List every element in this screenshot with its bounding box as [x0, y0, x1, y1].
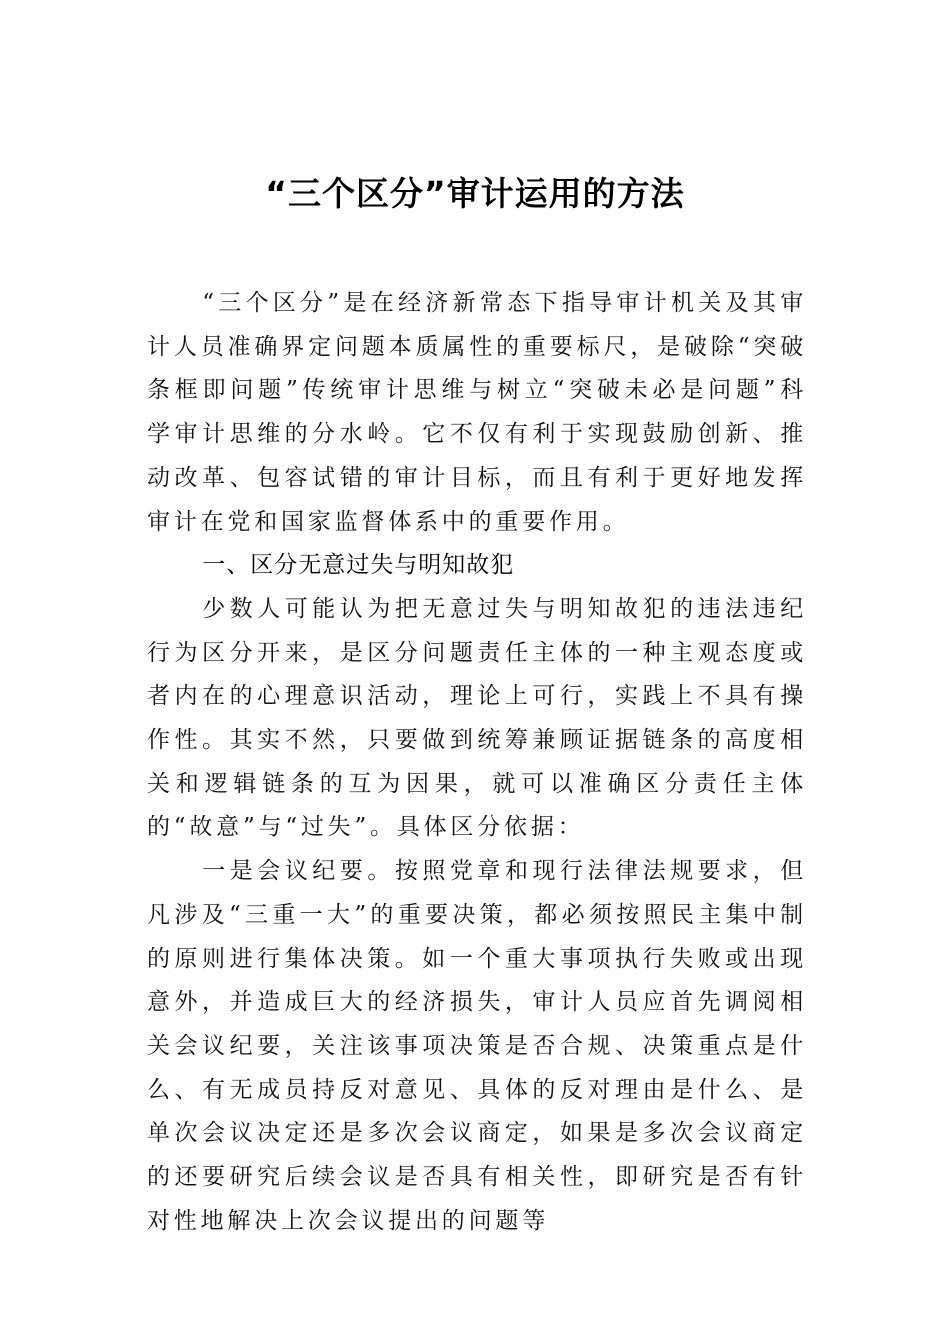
document-body — [147, 282, 807, 1243]
section-1-paragraph-1: 少数人可能认为把无意过失与明知故犯的违法违纪行为区分开来，是区分问题责任主体的一种主观态度或者内在的心理意识活动，理论上可行，实践上不具有操作性。其实不然，只要做到统筹兼顾证据链条的高度相关和逻辑链条的互为因果，就可以准确区分责任主体的“故意”与“过失”。具体区分依据： — [147, 595, 807, 841]
section-1-paragraph-2: 一是会议纪要。按照党章和现行法律法规要求，但凡涉及“三重一大”的重要决策，都必须按照民主集中制的原则进行集体决策。如一个重大事项执行失败或出现意外，并造成巨大的经济损失，审计人员应首先调阅相关会议纪要，关注该事项决策是否合规、决策重点是什么、有无成员持反对意见、具体的反对理由是什么、是单次会议决定还是多次会议商定，如果是多次会议商定的还要研究后续会议是否具有相关性，即研究是否有针对性地解决上次会议提出的问题等 — [147, 858, 807, 1234]
section-heading-1: 一、区分无意过失与明知故犯 — [202, 552, 515, 579]
document-title: “三个区分”审计运用的方法 — [265, 174, 685, 213]
intro-paragraph: “三个区分”是在经济新常态下指导审计机关及其审计人员准确界定问题本质属性的重要标尺，是破除“突破条框即问题”传统审计思维与树立“突破未必是问题”科学审计思维的分水岭。它不仅有利于实现鼓励创新、推动改革、包容试错的审计目标，而且有利于更好地发挥审计在党和国家监督体系中的重要作用。 — [147, 290, 807, 535]
